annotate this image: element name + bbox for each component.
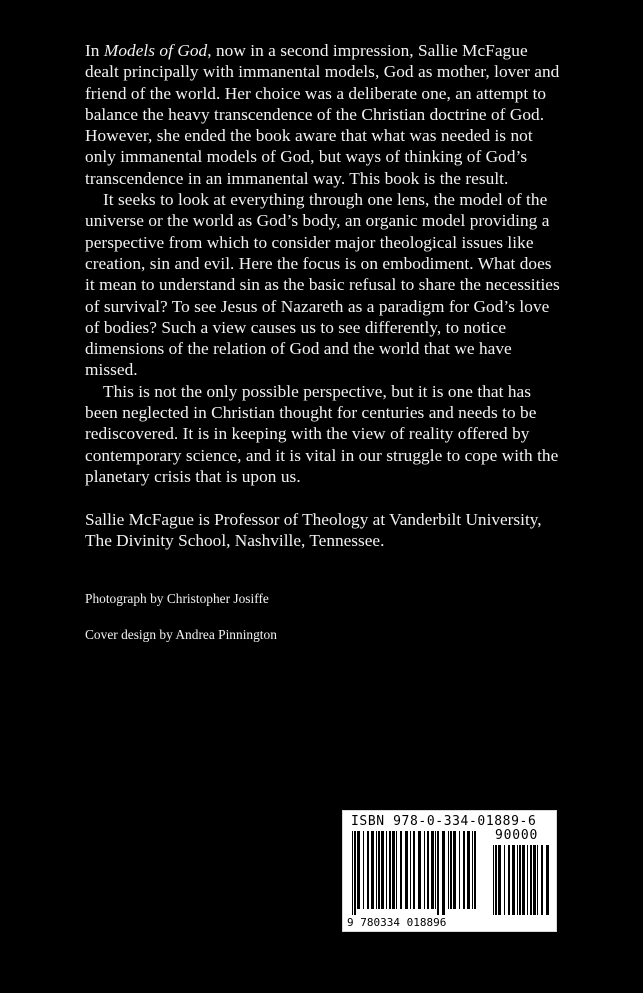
barcode-bar bbox=[371, 831, 374, 909]
isbn-label: ISBN 978-0-334-01889-6 bbox=[351, 814, 537, 829]
photograph-credit: Photograph by Christopher Josiffe bbox=[85, 591, 269, 606]
barcode-bar bbox=[472, 831, 473, 909]
barcode-bar bbox=[381, 831, 384, 909]
barcode-bar bbox=[431, 831, 434, 909]
barcode-block bbox=[342, 810, 557, 932]
description-paragraph-2: It seeks to look at everything through one lens, the model of the universe or the world as God’s body, an organic model providing a perspective from which to consider major theological issues like creation, sin and evil. Here the focus is on embodiment. What does it mean to understand sin as the basic refusal to share the necessities of survival? To see Jesus of Nazareth as a paradigm for God’s love of bodies? Such a view causes us to see differently, to notice dimensions of the relation of God and the world that we have missed. bbox=[85, 190, 560, 380]
barcode-bar bbox=[467, 831, 470, 909]
barcode-bar bbox=[463, 831, 465, 909]
barcode-bar bbox=[530, 845, 532, 915]
barcode-bar bbox=[410, 831, 411, 909]
barcode-bar bbox=[424, 831, 425, 909]
author-bio-line-2: The Divinity School, Nashville, Tennessee. bbox=[85, 531, 385, 551]
barcode-bar bbox=[541, 845, 543, 915]
barcode-bar bbox=[392, 831, 395, 909]
barcode-bar bbox=[450, 831, 452, 909]
barcode-bar bbox=[427, 831, 429, 909]
barcode-bar bbox=[352, 831, 353, 915]
barcode-bar bbox=[495, 845, 497, 915]
barcode-bar bbox=[493, 845, 494, 915]
book-title-reference: Models of God bbox=[103, 41, 208, 60]
paragraph-1-text: , now in a second impression, Sallie McFague dealt principally with immanental models, God as mother, lover and friend of the world. Her choice was a deliberate one, an attempt to balance the heavy transcendence of the Christian doctrine of God. However, she ended the book aware that what was needed is not only immanental models of God, but ways of thinking of God’s transcendence in an immanental way. This book is the result. bbox=[85, 41, 560, 188]
barcode-bar bbox=[413, 831, 415, 909]
barcode-bar bbox=[533, 845, 536, 915]
barcode-bar bbox=[522, 845, 525, 915]
barcode-bar bbox=[442, 831, 445, 915]
author-bio bbox=[85, 509, 565, 552]
description-paragraph-3: This is not the only possible perspective, but it is one that has been neglected in Christian thought for centuries and needs to be rediscovered. It is in keeping with the view of reality offered by contemporary science, and it is vital in our struggle to cope with the planetary crisis that is upon us. bbox=[85, 381, 559, 486]
paragraph-1-lead: In bbox=[85, 41, 104, 60]
barcode-bar bbox=[512, 845, 515, 915]
barcode-bar bbox=[546, 845, 549, 915]
barcode-bar bbox=[354, 831, 356, 915]
cover-design-credit: Cover design by Andrea Pinnington bbox=[85, 627, 277, 642]
description-paragraph-1 bbox=[85, 40, 565, 189]
barcode-bar bbox=[357, 831, 360, 909]
barcode-bar bbox=[418, 831, 421, 909]
barcode-bar bbox=[363, 831, 364, 909]
barcode-digits: 9 780334 018896 bbox=[347, 916, 447, 929]
barcode-bar bbox=[378, 831, 380, 909]
barcode-bar bbox=[517, 845, 518, 915]
barcode-bar bbox=[396, 831, 397, 909]
barcode-bar bbox=[435, 831, 436, 909]
barcode-bar bbox=[389, 831, 391, 909]
barcode-bar bbox=[386, 831, 387, 909]
barcode-bar bbox=[448, 831, 449, 909]
book-description bbox=[85, 40, 565, 487]
barcode-bar bbox=[400, 831, 402, 909]
barcode-bar bbox=[498, 845, 501, 915]
barcode-bar bbox=[508, 845, 510, 915]
barcode-bar bbox=[453, 831, 456, 909]
barcode-bar bbox=[504, 845, 505, 915]
barcode-bar bbox=[537, 845, 538, 915]
barcode-bar bbox=[474, 831, 476, 909]
barcode-bar bbox=[459, 831, 460, 909]
barcode-bar bbox=[376, 831, 377, 909]
barcode-bar bbox=[437, 831, 439, 915]
author-bio-line-1: Sallie McFague is Professor of Theology at Vanderbilt University, bbox=[85, 510, 542, 529]
barcode-bar bbox=[527, 845, 528, 915]
barcode-bar bbox=[519, 845, 521, 915]
barcode-bar bbox=[405, 831, 408, 909]
barcode-bar bbox=[367, 831, 369, 909]
price-code: 90000 bbox=[495, 828, 539, 843]
